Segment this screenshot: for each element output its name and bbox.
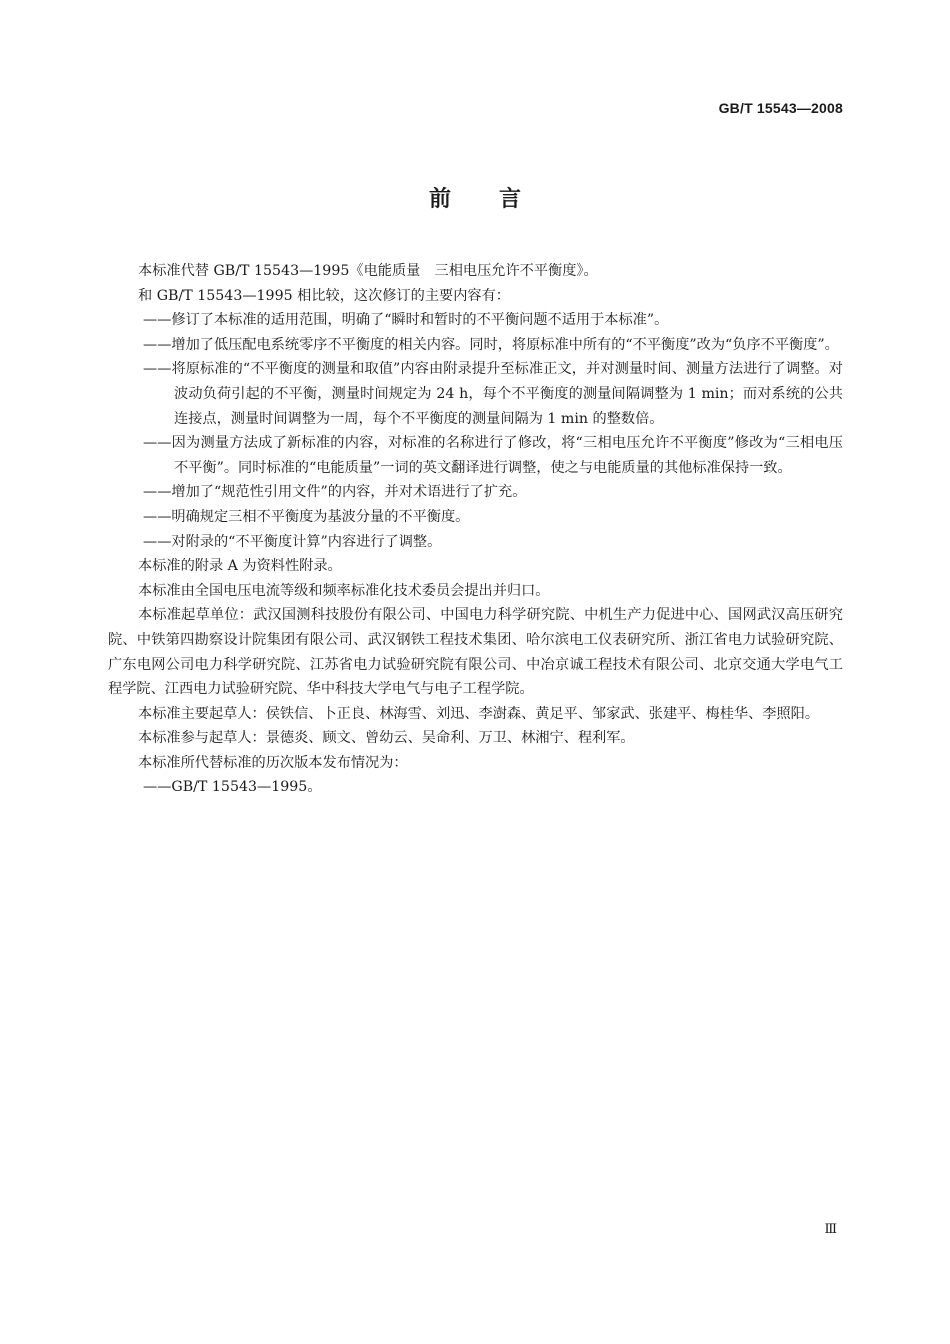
page-title: 前言 xyxy=(428,187,569,212)
paragraph: 本标准参与起草人：景德炎、顾文、曾幼云、吴命利、万卫、林湘宁、程利军。 xyxy=(138,730,635,747)
list-item: ——GB/T 15543—1995。 xyxy=(143,779,322,796)
list-item: ——增加了低压配电系统零序不平衡度的相关内容。同时，将原标准中所有的“不平衡度”改为“负序不平衡度”。 xyxy=(143,336,839,353)
list-item: ——将原标准的“不平衡度的测量和取值”内容由附录提升至标准正文，并对测量时间、测量方法进行了调整。对波动负荷引起的不平衡，测量时间规定为 24 h，每个不平衡度的测量间隔调整为 1 min；而对系统的公共连接点，测量时间调整为一周，每个不平衡度的测量间隔为 1 min 的整数倍。 xyxy=(143,361,843,427)
list-item: ——增加了“规范性引用文件”的内容，并对术语进行了扩充。 xyxy=(143,484,527,501)
paragraph: 和 GB/T 15543—1995 相比较，这次修订的主要内容有： xyxy=(138,287,510,304)
paragraph: 本标准起草单位：武汉国测科技股份有限公司、中国电力科学研究院、中机生产力促进中心、国网武汉高压研究院、中铁第四勘察设计院集团有限公司、武汉钢铁工程技术集团、哈尔滨电工仪表研究所、浙江省电力试验研究院、广东电网公司电力科学研究院、江苏省电力试验研究院有限公司、中冶京诚工程技术有限公司、北京交通大学电气工程学院、江西电力试验研究院、华中科技大学电气与电子工程学院。 xyxy=(108,607,843,698)
standard-code: GB/T 15543—2008 xyxy=(718,100,843,116)
list-item: ——对附录的“不平衡度计算”内容进行了调整。 xyxy=(143,533,442,550)
paragraph: 本标准所代替标准的历次版本发布情况为： xyxy=(138,754,408,771)
list-item: ——因为测量方法成了新标准的内容，对标准的名称进行了修改，将“三相电压允许不平衡度”修改为“三相电压不平衡”。同时标准的“电能质量”一词的英文翻译进行调整，使之与电能质量的其他标准保持一致。 xyxy=(143,435,843,476)
list-item: ——修订了本标准的适用范围，明确了“瞬时和暂时的不平衡问题不适用于本标准”。 xyxy=(143,312,669,329)
list-item: ——明确规定三相不平衡度为基波分量的不平衡度。 xyxy=(143,508,470,525)
paragraph: 本标准由全国电压电流等级和频率标准化技术委员会提出并归口。 xyxy=(138,582,550,599)
document-body xyxy=(108,259,843,800)
paragraph: 本标准主要起草人：侯铁信、卜正良、林海雪、刘迅、李澍森、黄足平、邹家武、张建平、梅桂华、李照阳。 xyxy=(138,705,820,722)
page-number: Ⅲ xyxy=(824,1222,837,1237)
paragraph: 本标准的附录 A 为资料性附录。 xyxy=(138,558,342,575)
paragraph: 本标准代替 GB/T 15543—1995《电能质量 三相电压允许不平衡度》。 xyxy=(138,263,598,279)
